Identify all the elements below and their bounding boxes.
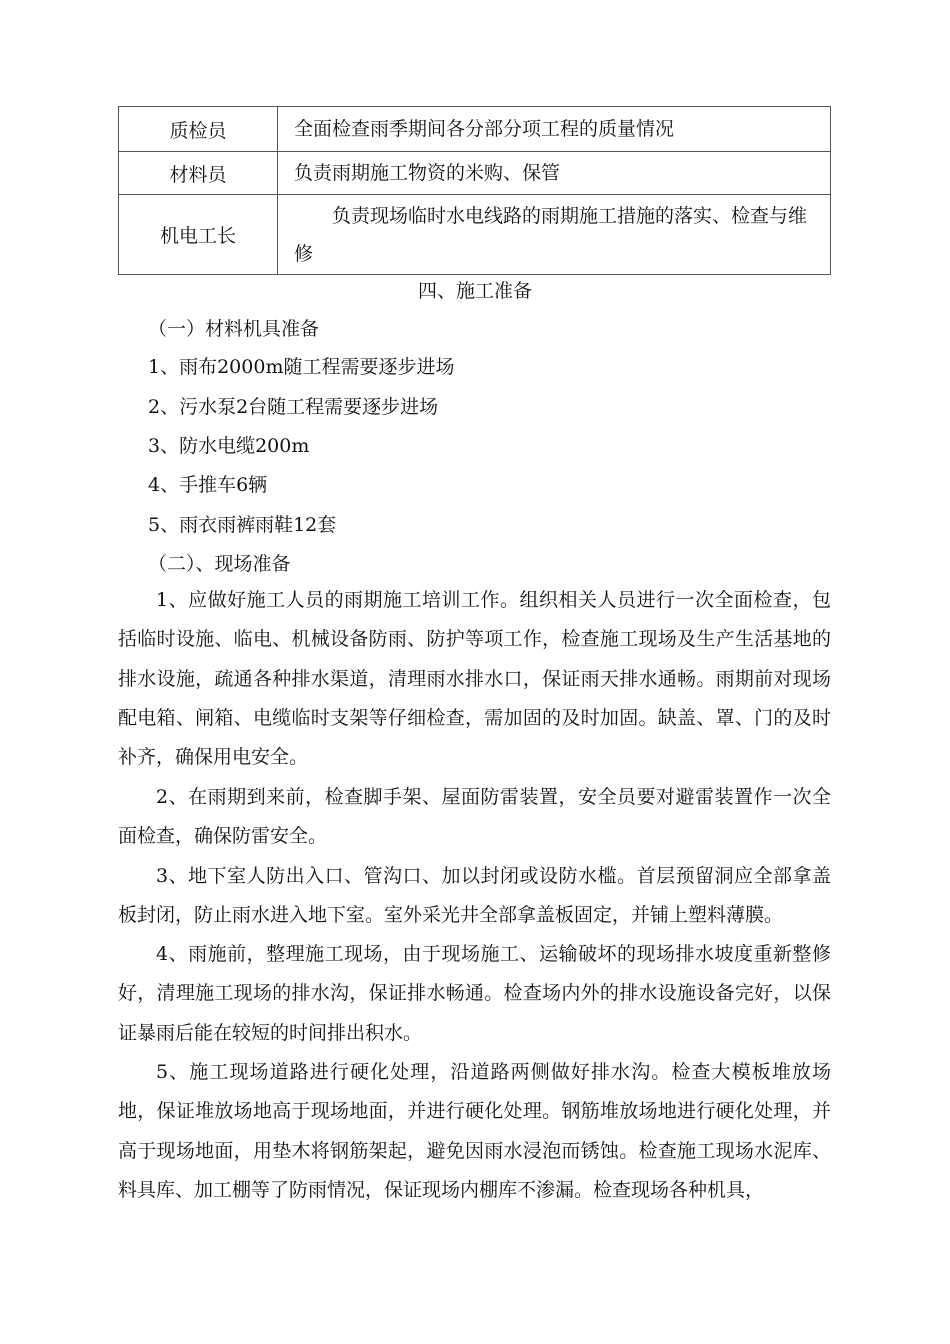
subsection-title: （二）、现场准备 bbox=[148, 553, 291, 575]
material-item: 2、污水泵2台随工程需要逐步进场 bbox=[148, 396, 439, 418]
responsibility-table bbox=[118, 106, 831, 275]
table-row bbox=[119, 195, 831, 275]
material-item: 5、雨衣雨裤雨鞋12套 bbox=[148, 514, 337, 536]
paragraph: 1、应做好施工人员的雨期施工培训工作。组织相关人员进行一次全面检查，包括临时设施、临电、机械设备防雨、防护等项工作，检查施工现场及生产生活基地的排水设施，疏通各种排水渠道，清理雨水排水口，保证雨天排水通畅。雨期前对现场配电箱、闸箱、电缆临时支架等仔细检查，需加固的及时加固。缺盖、罩、门的及时补齐，确保用电安全。 bbox=[118, 589, 831, 769]
section-heading: 四、施工准备 bbox=[417, 280, 532, 302]
duty-cell: 全面检查雨季期间各分部分项工程的质量情况 bbox=[278, 107, 831, 152]
paragraph: 2、在雨期到来前，检查脚手架、屋面防雷装置，安全员要对避雷装置作一次全面检查，确保防雷安全。 bbox=[118, 786, 831, 848]
role-cell: 材料员 bbox=[119, 152, 278, 195]
paragraph: 3、地下室人防出入口、管沟口、加以封闭或设防水槛。首层预留洞应全部拿盖板封闭，防止雨水进入地下室。室外采光井全部拿盖板固定，并铺上塑料薄膜。 bbox=[118, 865, 831, 927]
duty-cell bbox=[278, 195, 831, 275]
paragraph: 5、施工现场道路进行硬化处理，沿道路两侧做好排水沟。检查大模板堆放场地，保证堆放场地高于现场地面，并进行硬化处理。钢筋堆放场地进行硬化处理，并高于现场地面，用垫木将钢筋架起，避免因雨水浸泡而锈蚀。检查施工现场水泥库、料具库、加工棚等了防雨情况，保证现场内棚库不渗漏。检查现场各种机具， bbox=[118, 1061, 831, 1201]
role-cell: 机电工长 bbox=[119, 195, 278, 275]
paragraph: 4、雨施前，整理施工现场，由于现场施工、运输破坏的现场排水坡度重新整修好，清理施工现场的排水沟，保证排水畅通。检查场内外的排水设施设备完好，以保证暴雨后能在较短的时间排出积水。 bbox=[118, 943, 831, 1044]
subsection-title: （一）材料机具准备 bbox=[148, 318, 320, 340]
table-row bbox=[119, 107, 831, 152]
duty-text: 负责现场临时水电线路的雨期施工措施的落实、检查与维修 bbox=[294, 205, 808, 265]
material-item: 3、防水电缆200m bbox=[148, 435, 310, 457]
role-cell: 质检员 bbox=[119, 107, 278, 152]
material-item: 4、手推车6辆 bbox=[148, 474, 268, 496]
duty-cell: 负责雨期施工物资的米购、保管 bbox=[278, 152, 831, 195]
material-item: 1、雨布2000m随工程需要逐步进场 bbox=[148, 356, 455, 378]
table-row bbox=[119, 152, 831, 195]
